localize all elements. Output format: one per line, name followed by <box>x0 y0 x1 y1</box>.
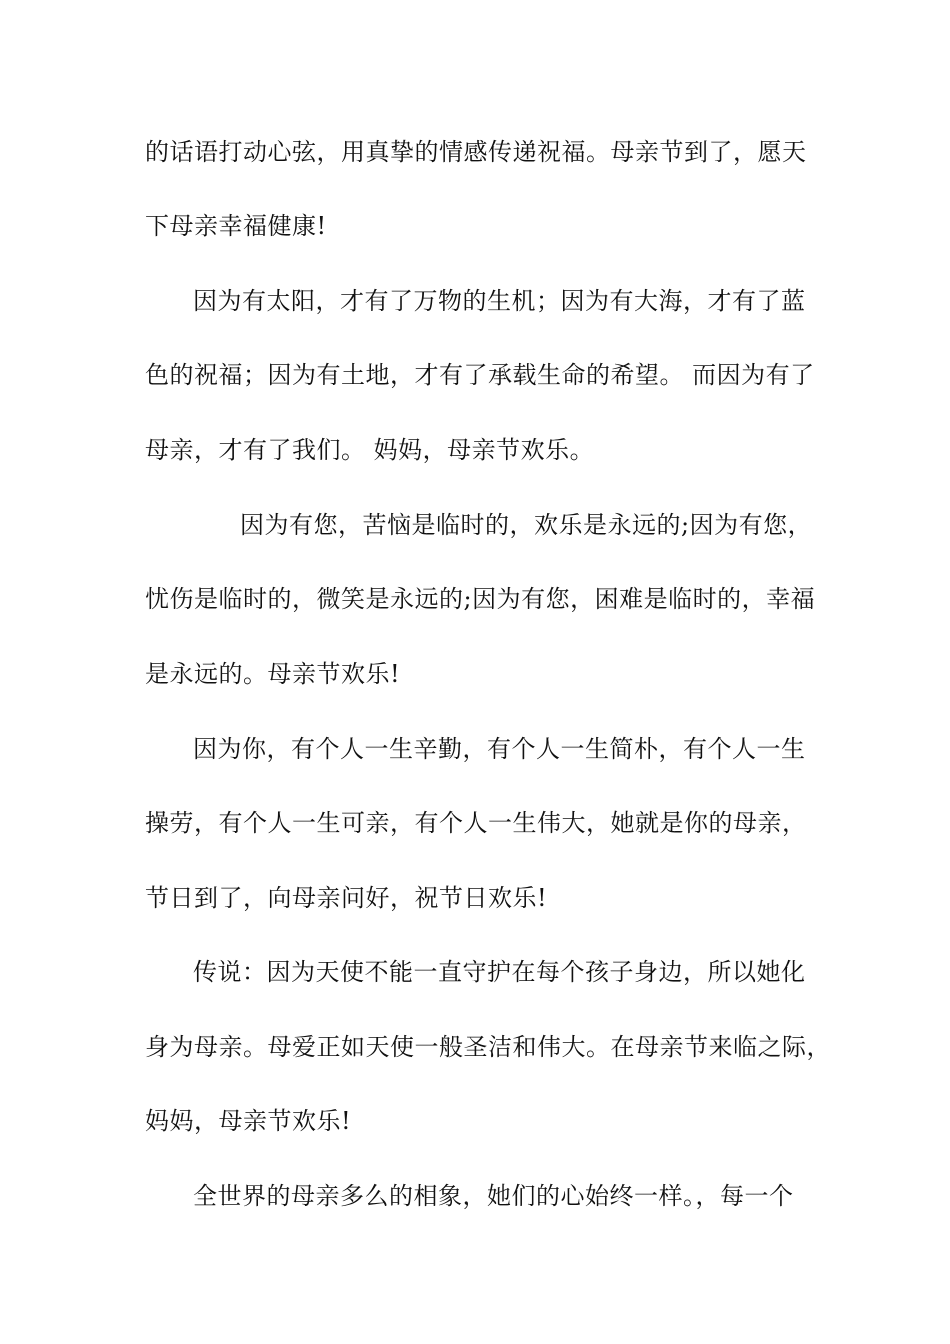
paragraph-start-line: 因为你，有个人一生辛勤，有个人一生简朴，有个人一生 <box>193 735 806 763</box>
text-line: 操劳，有个人一生可亲，有个人一生伟大，她就是你的母亲， <box>145 809 807 837</box>
text-line: 下母亲幸福健康! <box>145 212 327 240</box>
text-line: 身为母亲。母爱正如天使一般圣洁和伟大。在母亲节来临之际， <box>145 1033 831 1061</box>
text-line: 的话语打动心弦，用真挚的情感传递祝福。母亲节到了，愿天 <box>145 138 807 166</box>
paragraph-start-line: 因为有太阳，才有了万物的生机；因为有大海，才有了蓝 <box>193 287 806 315</box>
paragraph-start-line: 因为有您，苦恼是临时的，欢乐是永远的;因为有您， <box>240 511 813 539</box>
text-line: 是永远的。母亲节欢乐! <box>145 660 401 688</box>
paragraph-start-line: 传说：因为天使不能一直守护在每个孩子身边，所以她化 <box>193 958 806 986</box>
text-line: 色的祝福；因为有土地，才有了承载生命的希望。 而因为有了 <box>145 361 815 389</box>
text-line: 节日到了，向母亲问好，祝节日欢乐! <box>145 884 548 912</box>
text-line: 妈妈，母亲节欢乐! <box>145 1107 352 1135</box>
text-line: 母亲，才有了我们。 妈妈，母亲节欢乐。 <box>145 436 595 464</box>
paragraph-start-line: 全世界的母亲多么的相象，她们的心始终一样。，每一个 <box>193 1182 794 1210</box>
text-line: 忧伤是临时的，微笑是永远的;因为有您，困难是临时的，幸福 <box>145 585 816 613</box>
